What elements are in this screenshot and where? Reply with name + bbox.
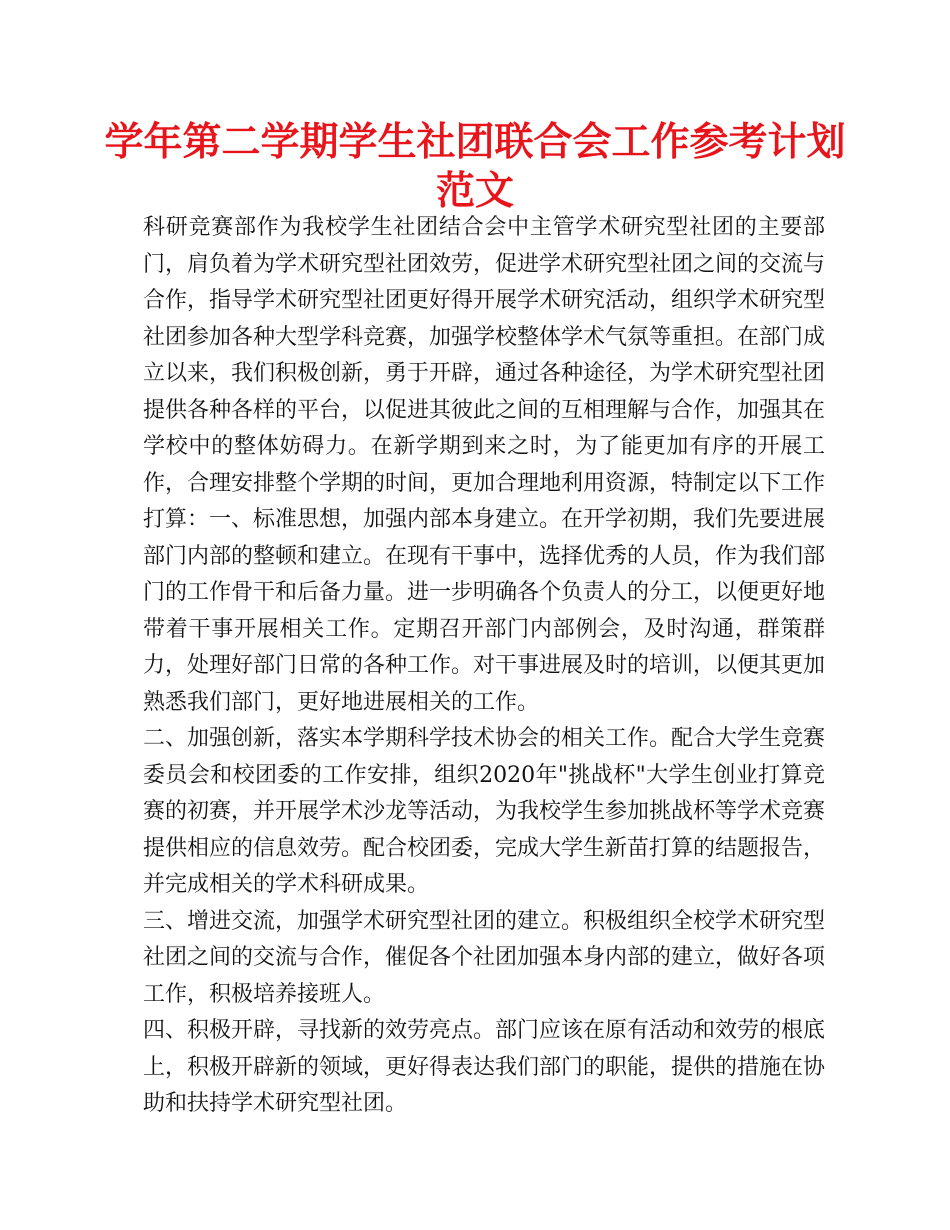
document-title: 学年第二学期学生社团联合会工作参考计划范文 [104, 120, 846, 214]
paragraph-intro-and-section-one: 科研竞赛部作为我校学生社团结合会中主管学术研究型社团的主要部门，肩负着为学术研究型社团效劳，促进学术研究型社团之间的交流与合作，指导学术研究型社团更好得开展学术研究活动，组织学术研究型社团参加各种大型学科竞赛，加强学校整体学术气氛等重担。在部门成立以来，我们积极创新，勇于开辟，通过各种途径，为学术研究型社团提供各种各样的平台，以促进其彼此之间的互相理解与合作，加强其在学校中的整体妨碍力。在新学期到来之时，为了能更加有序的开展工作，合理安排整个学期的时间，更加合理地利用资源，特制定以下工作打算：一、标准思想，加强内部本身建立。在开学初期，我们先要进展部门内部的整顿和建立。在现有干事中，选择优秀的人员，作为我们部门的工作骨干和后备力量。进一步明确各个负责人的分工，以便更好地带着干事开展相关工作。定期召开部门内部例会，及时沟通，群策群力，处理好部门日常的各种工作。对干事进展及时的培训，以便其更加熟悉我们部门，更好地进展相关的工作。 [143, 215, 826, 715]
paragraph-section-four: 四、积极开辟，寻找新的效劳亮点。部门应该在原有活动和效劳的根底上，积极开辟新的领域，更好得表达我们部门的职能，提供的措施在协助和扶持学术研究型社团。 [143, 1018, 826, 1116]
document-body [143, 210, 825, 1123]
paragraph-section-two: 二、加强创新，落实本学期科学技术协会的相关工作。配合大学生竞赛委员会和校团委的工作安排，组织2020年"挑战杯"大学生创业打算竞赛的初赛，并开展学术沙龙等活动，为我校学生参加挑战杯等学术竞赛提供相应的信息效劳。配合校团委，完成大学生新苗打算的结题报告，并完成相关的学术科研成果。 [143, 726, 826, 897]
paragraph-section-three: 三、增进交流，加强学术研究型社团的建立。积极组织全校学术研究型社团之间的交流与合作，催促各个社团加强本身内部的建立，做好各项工作，积极培养接班人。 [143, 908, 826, 1007]
